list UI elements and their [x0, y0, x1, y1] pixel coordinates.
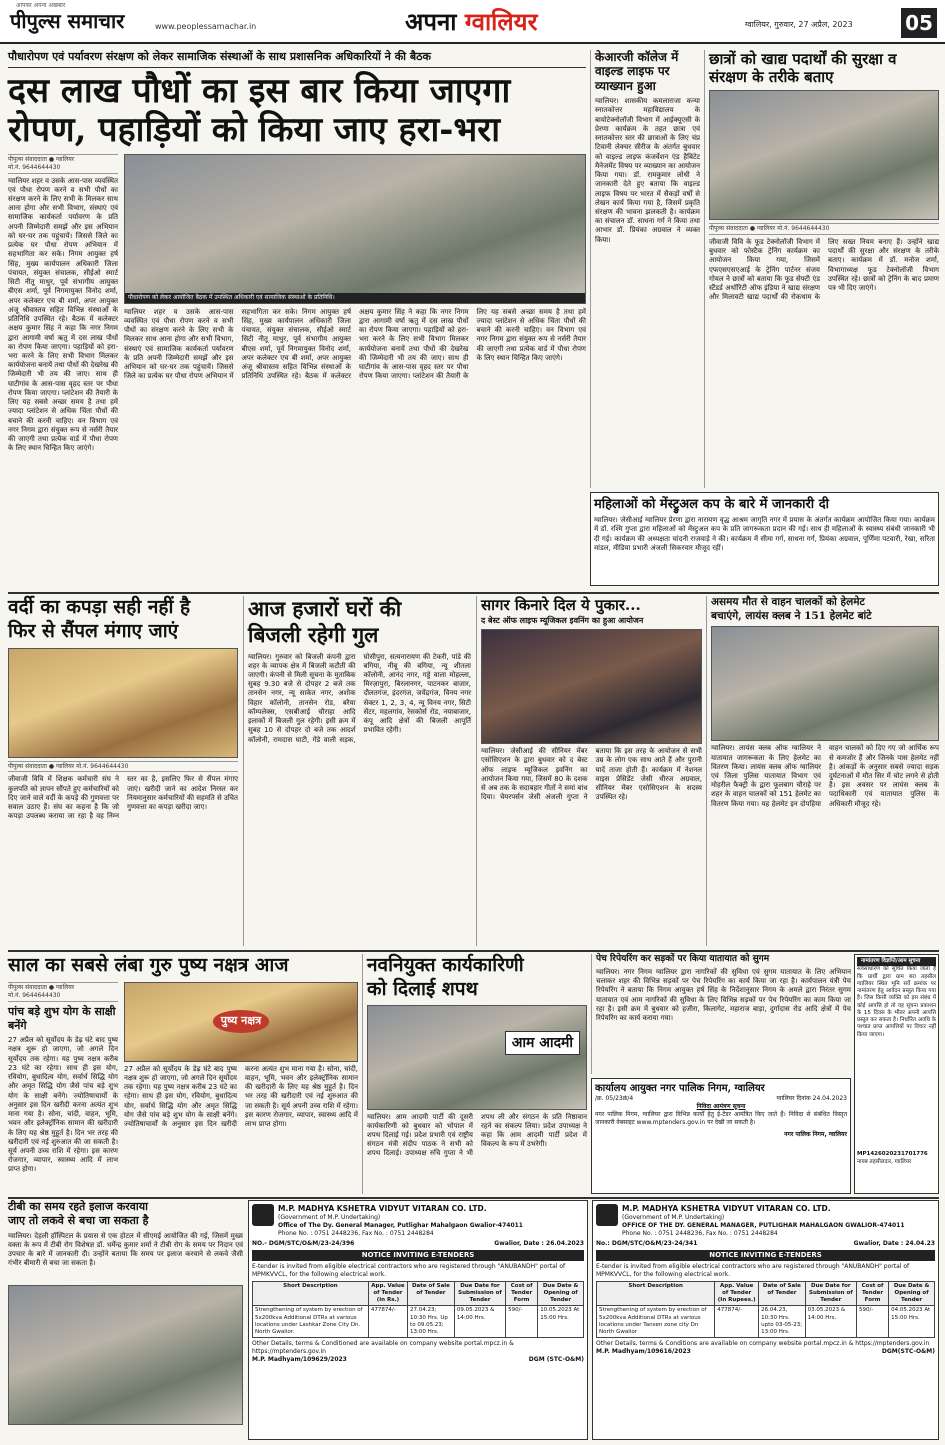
- tender-right-h0: Short Description: [597, 1281, 715, 1306]
- nigam-title: कार्यालय आयुक्त नगर पालिक निगम, ग्वालियर: [595, 1083, 765, 1094]
- tender-left-footer: Other Details, terms & Conditioned are available on company website portal.mpcz.in & https://mptenders.gov.in: [252, 1340, 514, 1356]
- helmet-story: [706, 596, 939, 946]
- musical-photo: [481, 629, 702, 744]
- uniform-story: [8, 596, 238, 946]
- tb-photo: [8, 1285, 243, 1425]
- food-body: जीवाजी विवि के फूड टेक्नोलॉजी विभाग में बुधवार को फोस्टैक ट्रेनिंग कार्यक्रम का आयोजन किया गया, जिसमें एफएसएसएआई के ट्रेनिंग पार्टनर संजय गोयल ने छात्रों को बताया कि फूड सेफ्टी एंड स्टैंडर्ड अथॉरिटी ऑफ इंडिया ने खाद्य संरक्षण और मिलावटी खाद्य पदार्थों की रोकथाम के लिए सख्त नियम बनाए हैं। उन्होंने खाद्य पदार्थों की सुरक्षा और संरक्षण के तरीके बताए। कार्यक्रम में डॉ. मनोज शर्मा, विभागाध्यक्ष फूड टेक्नोलॉजी विभाग उपस्थित रहे। छात्रों को ट्रेनिंग के बाद प्रमाण पत्र भी दिए जाएंगे।: [709, 237, 939, 302]
- tender-left-c4: 590/-: [506, 1306, 538, 1338]
- lead-byline-text: पीपुल्स संवाददाता ● ग्वालियर: [8, 155, 75, 163]
- uniform-headline-2: फिर से सैंपल मंगाए जाएं: [8, 619, 179, 642]
- tender-right-date: Gwalior, Date : 24.04.23: [853, 1239, 935, 1247]
- helmet-body: ग्वालियर। लायंस क्लब ऑफ ग्वालियर ने यातायात जागरूकता के लिए हेलमेट का वितरण किया। लायंस क्लब ऑफ ग्वालियर एवं जिला पुलिस यातायात विभाग एवं मोहरील फैक्ट्री के द्वारा फूलबाग चौराहे पर शहर के वाहन चालकों को 151 हेलमेट का वितरण किया गया। यह हेलमेट इन दोपहिया वाहन चालकों को दिए गए जो आर्थिक रूप से कमजोर हैं और जिनके पास हेलमेट नहीं है। आंकड़ों के अनुसार सबसे ज्यादा सड़क दुर्घटनाओं में मौत सिर में चोट लगने से होती है। इस अवसर पर लायंस क्लब के पदाधिकारी एवं यातायात पुलिस के अधिकारी मौजूद रहे।: [711, 744, 939, 808]
- public-notice: [854, 954, 939, 1194]
- tender-right-c2: 26.04.23, 10:30 Hrs. upto 03-05-23; 13:00 Hrs.: [759, 1306, 806, 1338]
- lead-photo: [124, 154, 586, 304]
- tender-left-h0: Short Description: [253, 1281, 369, 1306]
- nigam-ref: /क्र. 05/23क्रं/4: [595, 1095, 634, 1103]
- lead-mobile: मो.नं. 9644644430: [8, 163, 61, 171]
- krg-headline: केआरजी कॉलेज में वाइल्ड लाइफ पर व्याख्यान हुआ: [595, 50, 679, 93]
- menstrual-cup-story: [590, 492, 939, 586]
- patch-headline: पेच रिपेयरिंग कर सड़कों पर किया यातायात को सुगम: [596, 954, 770, 964]
- nigam-body: नगर पालिक निगम, ग्वालियर द्वारा विभिन्न कार्यों हेतु ई-टेंडर आमंत्रित किए जाते हैं। निविदा से संबंधित विस्तृत जानकारी वेबसाइट www.mptenders.gov.in पर देखी जा सकती है।: [595, 1111, 847, 1126]
- tender-left-h4: Cost of Tender Form: [506, 1281, 538, 1306]
- food-byline: [709, 223, 939, 235]
- oath-headline-2: को दिलाई शपथ: [367, 977, 478, 1000]
- food-byline-text: पीपुल्स संवाददाता ● ग्वालियर: [709, 225, 776, 232]
- pushya-illustration: [124, 982, 358, 1062]
- tender-left-company: M.P. MADHYA KSHETRA VIDYUT VITARAN CO. LTD.: [278, 1204, 487, 1213]
- tender-left-c1: 477874/-: [368, 1306, 407, 1338]
- tender-left-c5: 10.05.2023 At 15:00 Hrs.: [538, 1306, 584, 1338]
- tender-right-c4: 590/-: [856, 1306, 888, 1338]
- power-headline-1: आज हजारों घरों की: [248, 596, 402, 621]
- musical-headline: सागर किनारे दिल ये पुकार...: [481, 596, 641, 614]
- aap-oath-story: [362, 954, 587, 1194]
- pushya-mobile: मो.नं. 9644644430: [8, 991, 61, 999]
- tender-right-office: OFFICE OF THE DY. GENERAL MANAGER, PUTLIGHAR MAHALGAON GWALIOR-474011: [622, 1221, 905, 1229]
- tender-left-office: Office of The Dy. General Manager, Putlighar Mahalgaon Gwalior-474011: [278, 1221, 523, 1229]
- tender-left-table: [252, 1281, 584, 1339]
- tender-left-h2: Date of Sale of Tender: [408, 1281, 455, 1306]
- tender-right-h5: Due Date & Opening of Tender: [889, 1281, 935, 1306]
- lead-story: [8, 50, 586, 588]
- section-city: ग्वालियर: [464, 7, 538, 36]
- tender-left-h1: App. Value of Tender (in Rs.): [368, 1281, 407, 1306]
- tender-notice-left: [248, 1200, 588, 1440]
- tender-left-intro: E-tender is invited from eligible electrical contractors who are registered through "ANUBANDH" portal of MPMKVVCL, for the following electrical work.: [252, 1262, 566, 1278]
- tender-right-footer: Other Details, terms & Conditions are available on company website portal.mpcz.in & https://mptenders.gov.in: [596, 1340, 930, 1348]
- tender-notice-right: [592, 1200, 939, 1440]
- uniform-mobile: मो.नं. 9644644430: [76, 762, 129, 770]
- table-row: [597, 1306, 935, 1338]
- tender-right-h3: Due Date for Submission of Tender: [805, 1281, 856, 1306]
- helmet-headline-2: बचाएंगे, लायंस क्लब ने 151 हेलमेट बांटे: [711, 609, 872, 622]
- aap-banner: आम आदमी: [505, 1031, 580, 1055]
- tender-right-madhyam: M.P. Madhyam/109616/2023: [596, 1348, 691, 1356]
- tender-left-h3: Due Date for Submission of Tender: [454, 1281, 505, 1306]
- mpcz-logo-icon-2: [596, 1204, 618, 1226]
- food-mobile: मो.नं. 9644644430: [777, 225, 830, 232]
- krg-college-story: [590, 50, 700, 488]
- food-safety-story: [704, 50, 939, 488]
- website-url[interactable]: www.peoplessamachar.in: [155, 22, 257, 31]
- uniform-photo: [8, 648, 238, 758]
- tender-left-h5: Due Date & Opening of Tender: [538, 1281, 584, 1306]
- cup-body: ग्वालियर। जेसीआई ग्वालियर प्रेरणा द्वारा नारायण वृद्ध आश्रम जागृति नगर में प्रयास के अंतर्गत कार्यक्रम आयोजित किया गया। कार्यक्रम में डॉ. रश्मि गुप्ता द्वारा महिलाओं को मेंस्ट्रुअल कप के प्रति जागरूकता प्रदान की गई। साथ ही महिलाओं के स्वास्थ्य संबंधी जानकारी भी दी गई। कार्यक्रम की अध्यक्षता चांदनी राजवाड़े ने की। कार्यक्रम में सीमा गर्ग, साधना गर्ग, प्रियंका अग्रवाल, पूर्णिमा पटवारी, रेखा, सरिता मांडल, मीडिया प्रभारी अंजली सिकरवार मौजूद रहीं।: [594, 516, 935, 552]
- power-cut-story: [243, 596, 471, 946]
- uniform-body: जीवाजी विवि में शिक्षक कर्मचारी संघ ने कुलपति को ज्ञापन सौंपते हुए कर्मचारियों को दिए जाने वाले वर्दी के कपड़े की गुणवत्ता पर सवाल उठाए हैं। संघ का कहना है कि जो कपड़ा उपलब्ध कराया जा रहा है वह निम्न स्तर का है, इसलिए फिर से सैंपल मंगाए जाएं। खरीदी जाने का आदेश निरस्त कर नियमानुसार कर्मचारियों की सहमति से उचित गुणवत्ता का कपड़ा खरीदा जाए।: [8, 775, 238, 821]
- food-headline: छात्रों को खाद्य पदार्थों की सुरक्षा व संरक्षण के तरीके बताए: [709, 50, 897, 86]
- uniform-byline: [8, 761, 238, 773]
- tender-left-no: NO.- DGM/STC/O&M/23-24/396: [252, 1239, 355, 1247]
- lead-body-cols: ग्वालियर शहर व उसके आस-पास व्यवस्थित एवं पौधा रोपण करने व सभी पौधों का संरक्षण करने के लिए सभी के मिलकर साथ आना होगा और सभी विभाग, संस्थाएं एवं सामाजिक कार्यकर्ता पर्यावरण के प्रति अपनी जिम्मेदारी समझें और इस अभियान को घर-घर तक पहुंचायें। जिससे जिले का प्रत्येक घर पौधा रोपण अभियान में सहभागिता कर सके। निगम आयुक्त हर्ष सिंह, मुख्य कार्यपालन अधिकारी जिला पंचायत, संयुक्त संचालक, सीईओ स्मार्ट सिटी नीतू माथुर, पूर्व संभागीय आयुक्त बीएस शर्मा, पूर्व निगमायुक्त विनोद शर्मा, अपर कलेक्टर एच बी शर्मा, अपर आयुक्त अंजू श्रीवास्तव सहित विभिन्न संस्थाओं के प्रतिनिधि उपस्थित रहे। बैठक में कलेक्टर अक्षय कुमार सिंह ने कहा कि नगर निगम द्वारा आगामी वर्षा ऋतु में दस लाख पौधों का रोपण किया जाएगा। पहाड़ियों को हरा-भरा करने के लिए सभी विभाग मिलकर कार्ययोजना बनायें तथा पौधों की देखरेख की जिम्मेदारी भी तय की जाए। साथ ही घाटीगांव के आस-पास वृहद स्तर पर पौधा रोपण किया जाएगा। प्लांटेशन की तैयारी के लिए यह सबसे अच्छा समय है तथा हमें ज्यादा प्लांटेशन से अधिक चिंता पौधों की बचाने की करनी चाहिए। वन विभाग एवं नगर निगम द्वारा संयुक्त रूप से नर्सरी तैयार की जाएगी तथा प्रत्येक वार्ड में पौधा रोपण के लिए स्थान चिन्हित किए जाएंगे।: [124, 307, 586, 381]
- tender-right-h2: Date of Sale of Tender: [759, 1281, 806, 1306]
- mpcz-logo-icon: [252, 1204, 274, 1226]
- nigam-sign: नगर पालिक निगम, ग्वालियर: [784, 1130, 847, 1138]
- tender-right-h4: Cost of Tender Form: [856, 1281, 888, 1306]
- tender-left-date: Gwalior, Date : 26.04.2023: [494, 1239, 584, 1247]
- lead-headline-2: रोपण, पहाड़ियों को किया जाए हरा-भरा: [8, 109, 501, 150]
- oath-headline-1: नवनियुक्त कार्यकारिणी: [367, 954, 524, 976]
- krg-body: ग्वालियर। शासकीय कमलाराजा कन्या स्नातकोत्तर महाविद्यालय के बायोटेक्नोलॉजी विभाग में आईक्यूएसी के प्रेरणा कार्यक्रम के तहत छात्रा एवं स्नातकोत्तर स्तर की छात्राओं के लिए चंप्र टिवानी लेक्चर सीरीज के अंतर्गत बुधवार को वाइल्ड लाइफ कंजर्वेशन एंड हैबिटेट मैनेजमेंट विषय पर व्याख्यान का आयोजन किया गया। डॉ. रामकुमार लोधी ने जानकारी देते हुए बताया कि वाइल्ड लाइफ विषय पर भारत में सैकड़ों वर्षों से लेखन कार्य किया गया है, जिसमें प्रकृति संरक्षण की भावना झलकती है। कार्यक्रम का संचालन डॉ. साधना गर्ग ने किया तथा आभार डॉ. प्रियंका अग्रवाल ने व्यक्त किया।: [595, 97, 700, 244]
- oath-body: ग्वालियर। आम आदमी पार्टी की दूसरी कार्यकारिणी को बुधवार को भोपाल में शपथ दिलाई गई। प्रदेश प्रभारी एवं राष्ट्रीय संगठन मंत्री संदीप पाठक ने सभी को शपथ दिलाई। उपाध्यक्ष रुचि गुप्ता ने भी शपथ ली और संगठन के प्रति निष्ठावान रहने का संकल्प लिया। प्रदेश उपाध्यक्ष ने कहा कि आम आदमी पार्टी प्रदेश में विकल्प के रूप में उभरेगी।: [367, 1112, 587, 1158]
- page-number: 05: [901, 8, 937, 38]
- lead-byline: [8, 154, 118, 174]
- nigam-date: ग्वालियर दिनांक 24.04.2023: [776, 1095, 847, 1103]
- musical-body: ग्वालियर। जेसीआई की सीनियर मेंबर एसोसिएशन के द्वारा बुधवार को द बेस्ट ऑफ लाइफ म्यूजिकल इवनिंग का आयोजन किया गया, जिसमें 80 के दशक से अब तक के सदाबहार गीतों ने समां बांध दिया। चेयरपर्सन जेसी अंजली गुप्ता ने बताया कि इस तरह के आयोजन से सभी उम्र के लोग एक साथ आते हैं और पुरानी यादें ताजा होती हैं। कार्यक्रम में नेशनल वाइस प्रेसिडेंट जेसी धीरज अग्रवाल, सीनियर मेंबर एसोसिएशन के सदस्य उपस्थित रहे।: [481, 747, 702, 802]
- tender-right-table: [596, 1281, 935, 1339]
- tender-left-sign: DGM (STC-O&M): [528, 1356, 584, 1364]
- helmet-photo: [711, 626, 939, 741]
- tb-body: ग्वालियर। देहली हॉस्पिटल के प्रयास से एक होटल में सीएमई आयोजित की गई, जिसमें मुख्य वक्ता के रूप में टीबी रोग विशेषज्ञ डॉ. धर्मेन्द्र कुमार शर्मा ने टीबी रोग के समय पर निदान एवं उपचार के बारे में जानकारी दी। उन्होंने बताया कि समय पर इलाज करवाने से लकवे जैसी गंभीर बीमारी से बचा जा सकता है।: [8, 1231, 243, 1268]
- tb-story: [8, 1200, 243, 1440]
- lead-strap: पौधारोपण एवं पर्यावरण संरक्षण को लेकर सामाजिक संस्थाओं के साथ प्रशासनिक अधिकारियों ने की बैठक: [8, 50, 586, 68]
- tender-right-title: NOTICE INVITING E-TENDERS: [596, 1250, 935, 1261]
- tender-left-c2: 27.04.23; 10:30 Hrs. Up to 09.05.23; 13:00 Hrs.: [408, 1306, 455, 1338]
- tb-headline-1: टीबी का समय रहते इलाज करवाया: [8, 1200, 148, 1213]
- tender-left-phone: Phone No. : 0751 2448236, Fax No. : 0751 2448284: [278, 1229, 434, 1237]
- musical-evening-story: [476, 596, 702, 946]
- tender-right-intro: E-tender is invited from eligible electrical contractors who are registered through "ANUBANDH" portal of MPMKVVCL, for the following electrical work.: [596, 1262, 910, 1278]
- public-notice-ref: MP1426020231701776: [857, 1151, 928, 1158]
- tender-right-sign: DGM(STC-O&M): [881, 1348, 935, 1356]
- tender-right-h1: App. Value of Tender (In Rupees.): [715, 1281, 759, 1306]
- tender-right-c5: 04.05.2023 At 15:00 Hrs.: [889, 1306, 935, 1338]
- uniform-byline-text: पीपुल्स संवाददाता ● ग्वालियर: [8, 762, 75, 770]
- patch-repair-story: [591, 954, 851, 1074]
- tender-right-company: M.P. MADHYA KSHETRA VIDYUT VITARAN CO. LTD.: [622, 1204, 831, 1213]
- tender-right-no: No.: DGM/STC/O&M/23-24/341: [596, 1239, 698, 1247]
- tender-left-title: NOTICE INVITING E-TENDERS: [252, 1250, 584, 1261]
- section-word: अपना: [405, 7, 457, 36]
- lead-headline-1: दस लाख पौधों का इस बार किया जाएगा: [8, 70, 511, 111]
- patch-body: ग्वालियर। नगर निगम ग्वालियर द्वारा नागरिकों की सुविधा एवं सुगम यातायात के लिए अभियान चलाकर शहर की विभिन्न सड़कों पर पेच रिपेयरिंग का कार्य किया जा रहा है। कार्यपालन यंत्री पेच रिपेयरिंग ने बताया कि निगम आयुक्त हर्ष सिंह के निर्देशानुसार निगम के अमले द्वारा निरंतर सुगम यातायात एवं आम नागरिकों की सुविधा के लिए विभिन्न सड़कों पर पेच रिपेयरिंग का काम किया जा रहा है। इसी क्रम में बुधवार को हजीरा, किलागेट, महाराज बाड़ा, दुर्गादास रोड आदि क्षेत्रों में पेच रिपेयरिंग का कार्य कराया गया।: [596, 967, 851, 1023]
- tender-left-c0: Strengthening of system by erection of 5x200kva Additional DTRs at various locations under Lashkar Zone City Dn. North Gwalior.: [253, 1306, 369, 1338]
- uniform-headline-1: वर्दी का कपड़ा सही नहीं है: [8, 596, 191, 618]
- tb-headline-2: जाए तो लकवे से बचा जा सकता है: [8, 1214, 149, 1228]
- table-row: [253, 1306, 584, 1338]
- tender-left-sub: (Government of M.P. Undertaking): [278, 1213, 381, 1221]
- masthead: [0, 0, 945, 44]
- tender-right-sub: (Government of M.P. Undertaking): [622, 1213, 725, 1221]
- dateline: ग्वालियर, गुरुवार, 27 अप्रैल, 2023: [745, 20, 853, 29]
- pushya-badge: पुष्य नक्षत्र: [213, 1010, 269, 1033]
- lead-photo-caption: पौधारोपण को लेकर आयोजित बैठक में उपस्थित अधिकारी एवं सामाजिक संस्थाओं के प्रतिनिधि।: [125, 293, 585, 303]
- pushya-body-cols: 27 अप्रैल को सूर्योदय के डेढ़ घंटे बाद पुष्य नक्षत्र शुरू हो जाएगा, जो अगले दिन सूर्योदय तक रहेगा। यह पुष्य नक्षत्र करीब 23 घंटे का रहेगा। साथ ही इस योग, रवियोग, बुधादित्य योग, सर्वार्थ सिद्धि योग और अमृत सिद्धि योग जैसे पांच बड़े शुभ योग के साक्षी बनेंगे। ज्योतिषाचार्यों के अनुसार इस दिन खरीदी करना अत्यंत शुभ माना गया है। सोना, चांदी, वाहन, भूमि, भवन और इलेक्ट्रॉनिक सामान की खरीदारी के लिए यह श्रेष्ठ मुहूर्त है। दिन भर तरह की खरीदारी एवं नई शुरुआत की जा सकती है। सूर्य अपनी उच्च राशि में रहेगा। इस कारण रोजगार, व्यापार, स्वास्थ्य आदि में लाभ प्राप्त होगा।: [124, 1064, 358, 1129]
- oath-photo: [367, 1005, 587, 1110]
- musical-subhead: द बेस्ट ऑफ लाइफ म्यूजिकल इवनिंग का हुआ आयोजन: [481, 615, 644, 625]
- pushya-byline: [8, 982, 118, 1002]
- pushya-headline: साल का सबसे लंबा गुरु पुष्य नक्षत्र आज: [8, 954, 289, 976]
- tender-right-phone: Phone No. : 0751 2448236, Fax No. : 0751 2448284: [622, 1229, 778, 1237]
- guru-pushya-story: [8, 954, 358, 1194]
- masthead-tagline: आपका अपना अखबार: [16, 2, 66, 9]
- tender-right-c3: 03.05.2023 & 14:00 Hrs.: [805, 1306, 856, 1338]
- cup-headline: महिलाओं को मेंस्ट्रुअल कप के बारे में जानकारी दी: [594, 497, 829, 512]
- nigam-notice-label: निविदा आमंत्रण सूचना: [696, 1103, 746, 1111]
- power-headline-2: बिजली रहेगी गुल: [248, 622, 379, 648]
- pushya-pull-quote: पांच बड़े शुभ योग के साक्षी बनेंगे: [8, 1004, 116, 1032]
- public-notice-body: सर्वसाधारण को सूचित किया जाता है कि प्रार्थी द्वारा ग्राम बरा तहसील ग्वालियर स्थित भूमि सर्वे क्रमांक पर नामांतरण हेतु आवेदन प्रस्तुत किया गया है। जिस किसी व्यक्ति को इस संबंध में कोई आपत्ति हो तो वह सूचना प्रकाशन के 15 दिवस के भीतर अपनी आपत्ति प्रस्तुत कर सकता है। निर्धारित अवधि के पश्चात प्राप्त आपत्तियों पर विचार नहीं किया जाएगा।: [857, 966, 936, 1038]
- nagar-nigam-notice: [591, 1078, 851, 1194]
- tender-right-c0: Strengthening of system by erection of 5x200kva Additional DTRs at various locations under Tansen zone city Dn North Gwalior: [597, 1306, 715, 1338]
- lead-body-col1: ग्वालियर शहर व उसके आस-पास व्यवस्थित एवं पौधा रोपण करने व सभी पौधों का संरक्षण करने के लिए सभी के मिलकर साथ आना होगा और सभी विभाग, संस्थाएं एवं सामाजिक कार्यकर्ता पर्यावरण के प्रति अपनी जिम्मेदारी समझें और इस अभियान को घर-घर तक पहुंचायें। जिससे जिले का प्रत्येक घर पौधा रोपण अभियान में सहभागिता कर सके। निगम आयुक्त हर्ष सिंह, मुख्य कार्यपालन अधिकारी जिला पंचायत, संयुक्त संचालक, सीईओ स्मार्ट सिटी नीतू माथुर, पूर्व संभागीय आयुक्त बीएस शर्मा, पूर्व निगमायुक्त विनोद शर्मा, अपर कलेक्टर एच बी शर्मा, अपर आयुक्त अंजू श्रीवास्तव सहित विभिन्न संस्थाओं के प्रतिनिधि उपस्थित रहे। बैठक में कलेक्टर अक्षय कुमार सिंह ने कहा कि नगर निगम द्वारा आगामी वर्षा ऋतु में दस लाख पौधों का रोपण किया जाएगा। पहाड़ियों को हरा-भरा करने के लिए सभी विभाग मिलकर कार्ययोजना बनायें तथा पौधों की देखरेख की जिम्मेदारी भी तय की जाए। साथ ही घाटीगांव के आस-पास वृहद स्तर पर पौधा रोपण किया जाएगा। प्लांटेशन की तैयारी के लिए यह सबसे अच्छा समय है तथा हमें ज्यादा प्लांटेशन से अधिक चिंता पौधों की बचाने की करनी चाहिए। वन विभाग एवं नगर निगम द्वारा संयुक्त रूप से नर्सरी तैयार की जाएगी तथा प्रत्येक वार्ड में पौधा रोपण के लिए स्थान चिन्हित किए जाएंगे।: [8, 176, 118, 453]
- tender-right-c1: 477874/-: [715, 1306, 759, 1338]
- food-photo: [709, 90, 939, 220]
- section-title: [405, 6, 537, 38]
- newspaper-logo: पीपुल्स समाचार: [10, 9, 125, 33]
- tender-left-madhyam: M.P. Madhyam/109629/2023: [252, 1356, 347, 1364]
- pushya-byline-text: पीपुल्स संवाददाता ● ग्वालियर: [8, 983, 75, 991]
- public-notice-issuer: नायब तहसीलदार, ग्वालियर: [857, 1158, 912, 1165]
- helmet-headline-1: असमय मौत से वाहन चालकों को हेलमेट: [711, 596, 865, 608]
- tender-left-c3: 09.05.2023 & 14:00 Hrs.: [454, 1306, 505, 1338]
- pushya-body-col1: 27 अप्रैल को सूर्योदय के डेढ़ घंटे बाद पुष्य नक्षत्र शुरू हो जाएगा, जो अगले दिन सूर्योदय तक रहेगा। यह पुष्य नक्षत्र करीब 23 घंटे का रहेगा। साथ ही इस योग, रवियोग, बुधादित्य योग, सर्वार्थ सिद्धि योग और अमृत सिद्धि योग जैसे पांच बड़े शुभ योग के साक्षी बनेंगे। ज्योतिषाचार्यों के अनुसार इस दिन खरीदी करना अत्यंत शुभ माना गया है। सोना, चांदी, वाहन, भूमि, भवन और इलेक्ट्रॉनिक सामान की खरीदारी के लिए यह श्रेष्ठ मुहूर्त है। दिन भर तरह की खरीदारी एवं नई शुरुआत की जा सकती है। सूर्य अपनी उच्च राशि में रहेगा। इस कारण रोजगार, व्यापार, स्वास्थ्य आदि में लाभ प्राप्त होगा।: [8, 1036, 118, 1174]
- power-body: ग्वालियर। गुरुवार को बिजली कंपनी द्वारा शहर के व्यापक क्षेत्र में बिजली कटौती की जाएगी। कंपनी से मिली सूचना के मुताबिक सुबह 9.30 बजे से दोपहर 2 बजे तक तानसेन नगर, न्यू साकेत नगर, अशोक विहार कॉलोनी, तानसेन रोड, बरैया कॉम्पलेक्स, एसबीआई चौराहा आदि इलाकों में बिजली गुल रहेगी। इसी क्रम में सुबह 10 से दोपहर दो बजे तक आदर्श कॉलोनी, रामदास घाटी, गेंडे वाली सड़क, घोसीपुरा, सत्यनारायण की टेकरी, पांडे की बगिया, नीबू की बगिया, न्यू शीतला कॉलोनी, आनंद नगर, गड्डे वाला मोहल्ला, मिरज़ापुरा, बिरलानगर, पाटनकर बाजार, दौलतगंज, इंदरगंज, जयेंद्रगंज, विनय नगर सेक्टर 1, 2, 3, 4, न्यू विनय नगर, सिटी सेंटर, महलगांव, रेसकोर्स रोड, नयाबाजार, कंपू आदि क्षेत्रों की बिजली आपूर्ति प्रभावित रहेगी।: [248, 652, 471, 744]
- public-notice-title: नामांतरण विज्ञप्ति/आम सूचना: [857, 957, 936, 966]
